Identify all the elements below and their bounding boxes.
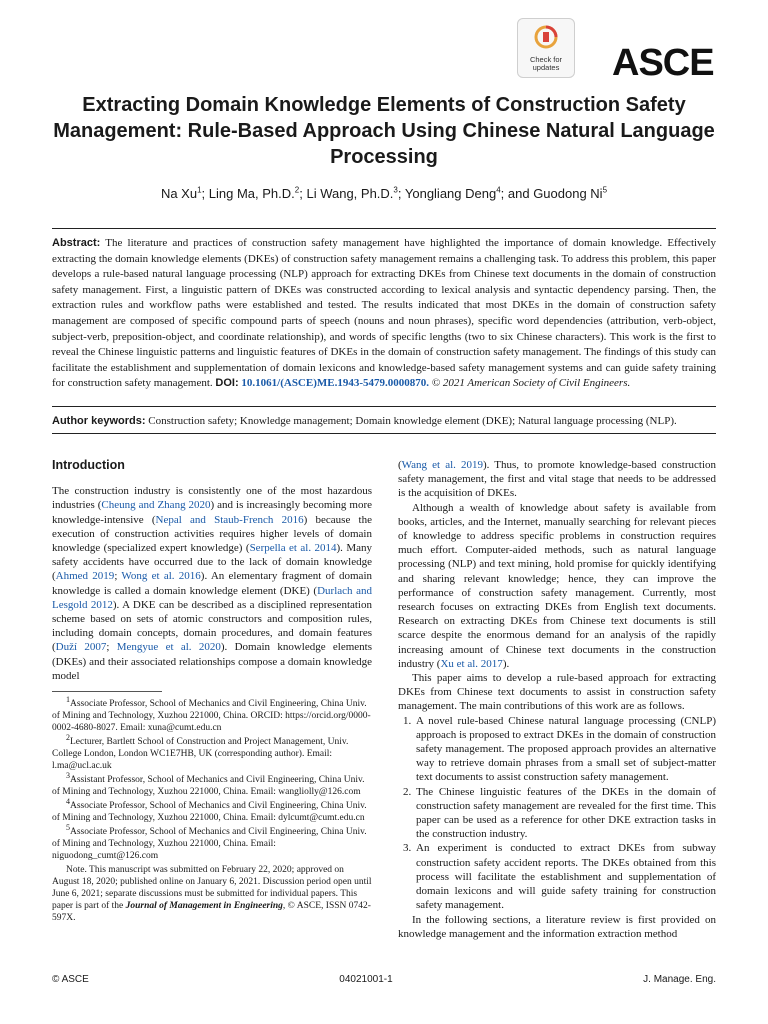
abstract-label: Abstract:	[52, 237, 101, 249]
paragraph-text: ;	[106, 641, 117, 654]
footer-copyright: © ASCE	[52, 974, 89, 985]
author-name: Yongliang Deng	[404, 186, 497, 201]
citation-link[interactable]: Ahmed 2019	[55, 570, 115, 583]
divider	[52, 406, 716, 407]
footnote-marker: 4	[66, 796, 70, 806]
author-affiliation-marker: 2	[294, 185, 300, 195]
left-column	[52, 458, 372, 926]
author-keywords	[52, 415, 716, 427]
citation-link[interactable]: Cheung and Zhang 2020	[101, 499, 211, 512]
citation-link[interactable]: Duží 2007	[55, 641, 107, 654]
contribution-item: 3. An experiment is conducted to extract DKEs from subway construction safety accident reports. The DKEs obtained from this process will facilitate the establishment and supplementation of domain lexicons and will guide safety training for construction safety management.	[414, 841, 716, 912]
author-affiliation-marker: 1	[197, 185, 202, 195]
check-for-updates-badge[interactable]	[517, 18, 575, 78]
abstract-text: The literature and practices of construction safety management have highlighted the importance of domain knowledge. Effectively extracting the domain knowledge elements (DKEs) of construction safety management remains a challenging task. To address this problem, this paper develops a rule-based natural language processing (NLP) approach for extracting DKEs from Chinese text documents in the domain of construction safety management. First, a linguistic pattern of DKEs was constructed according to lexical analysis and syntactic dependency parsing. Then, the extraction rules and workflow paths were established and tested. The results indicated that most DKEs in the domain of construction safety management are composed of specific compound parts of speech (nouns and noun phrases), specific word dependencies (attribution, verb-object, subject-verb, preposition-object, and coordinate relationship), and words of specific lengths (two to six Chinese characters). This work is the first to reveal the Chinese linguistic patterns and linguistic features of DKEs in the domain of construction safety management. The findings of this study can facilitate the establishment and supplementation of domain lexicons and knowledge-based safety management systems and can guide safety training for construction safety management.	[52, 237, 716, 390]
paragraph-text: ).	[502, 657, 510, 670]
contributions-list	[398, 714, 716, 913]
author-affiliation-marker: 4	[496, 185, 501, 195]
check-for-updates-icon	[534, 25, 558, 49]
manuscript-note	[52, 864, 372, 924]
intro-paragraph	[398, 458, 716, 501]
author-separator: ;	[299, 186, 307, 201]
paragraph-text: Although a wealth of knowledge about safety is available from books, articles, and the Internet, manually searching for relevant pieces of knowledge to address specific problems in construction requires much effort. Computer-aided methods, such as natural language processing (NLP) and text mining, hold promise for quickly identifying and sharing relevant knowledge; hence, they can improve the performance of construction safety management. Currently, most research focuses on extracting DKEs from English text documents. Research on extracting DKEs from Chinese text documents is still scarce despite the enormous demand for an analysis of the rapidly increasing amount of Chinese text documents in the construction industry (	[398, 501, 716, 670]
footnote-text: Assistant Professor, School of Mechanics and Civil Engineering, China Univ. of Mining and Technology, Xuzhou 221000, China. Email: wangliolly@126.com	[52, 775, 365, 798]
journal-name: Journal of Management in Engineering	[125, 901, 283, 912]
citation-link[interactable]: Xu et al. 2017	[440, 657, 503, 670]
footnote-marker: 3	[66, 770, 70, 780]
page-footer	[52, 974, 716, 985]
contribution-item: 2. The Chinese linguistic features of the DKEs in the domain of construction safety management are revealed for the first time. This paper can be used as a reference for other DKE extraction tasks in the construction industry.	[414, 785, 716, 842]
footnote-text: Associate Professor, School of Mechanics and Civil Engineering, China Univ. of Mining and Technology, Xuzhou 221000, China. Email: niguodong_cumt@126.com	[52, 827, 367, 862]
divider	[52, 433, 716, 434]
footnote-marker: 1	[66, 694, 70, 704]
intro-paragraph: This paper aims to develop a rule-based approach for extracting DKEs from Chinese text documents to assist in construction safety management. The main contributions of this work are as follows.	[398, 672, 716, 713]
abstract	[52, 236, 716, 392]
paragraph-text: (	[398, 459, 402, 471]
citation-link[interactable]: Wang et al. 2019	[401, 459, 483, 471]
affiliation-footnote	[52, 796, 372, 824]
paragraph-text: ). Thus, to promote knowledge-based construction safety management, the first and vital stage that needs to be addressed is the acquisition of DKEs.	[398, 459, 717, 500]
intro-paragraph	[52, 484, 372, 683]
paragraph-text: ). Many safety accidents have occurred due to the lack of domain knowledge (	[52, 542, 372, 583]
section-heading-introduction: Introduction	[52, 458, 125, 472]
author-list	[40, 186, 728, 201]
note-text: Note. This manuscript was submitted on February 22, 2020; approved on August 18, 2020; published online on January 6, 2021. Discussion period open until June 6, 2021; separate discussions must be submitted for individual papers. This paper is part of the	[52, 865, 372, 912]
paragraph-text: ). Domain knowledge elements (DKEs) and their associated relationships compose a domain knowledge model	[52, 641, 372, 682]
affiliation-footnote	[52, 694, 372, 734]
author-separator: ; and	[500, 186, 534, 201]
badge-label-line2: updates	[532, 63, 560, 72]
paragraph-text: ). An elementary fragment of domain knowledge is called a domain knowledge element (DKE) (	[52, 570, 372, 597]
author-name: Na Xu	[160, 186, 198, 201]
paragraph-text: ) because the execution of construction activities requires higher levels of domain knowledge (specialized expert knowledge) (	[52, 513, 372, 555]
author-separator: ;	[201, 186, 209, 201]
doi-label: DOI:	[215, 377, 239, 390]
note-tail: , © ASCE, ISSN 0742-597X.	[52, 901, 371, 924]
paragraph-text: The construction industry is consistently one of the most hazardous industries (	[52, 485, 372, 512]
doi-link[interactable]: 10.1061/(ASCE)ME.1943-5479.0000870.	[238, 377, 430, 390]
author-separator: ;	[397, 186, 405, 201]
citation-link[interactable]: Durlach and Lesgold 2012	[52, 584, 373, 611]
right-column	[398, 458, 716, 941]
citation-link[interactable]: Wong et al. 2016	[121, 570, 201, 583]
author-name: Guodong Ni	[533, 186, 603, 201]
footnote-text: Associate Professor, School of Mechanics and Civil Engineering, China Univ. of Mining and Technology, Xuzhou 221000, China. Email: dylcumt@cumt.edu.cn	[52, 801, 367, 824]
divider	[52, 228, 716, 229]
copyright-notice: © 2021 American Society of Civil Engineers.	[429, 377, 631, 390]
journal-abbreviation: J. Manage. Eng.	[643, 974, 716, 985]
intro-paragraph	[398, 501, 716, 671]
author-name: Li Wang, Ph.D.	[306, 186, 394, 201]
paragraph-text: ). A DKE can be described as a disciplined representation scheme based on sets of atomic constructors and composition rules, including domain concepts, domain procedures, and domain features (	[52, 598, 372, 654]
citation-link[interactable]: Nepal and Staub-French 2016	[155, 513, 304, 526]
paragraph-text: ) and is increasingly becoming more knowledge-intensive (	[52, 499, 372, 526]
footnotes	[52, 694, 372, 862]
contribution-item: 1. A novel rule-based Chinese natural language processing (CNLP) approach is proposed to extract DKEs in the domain of construction safety management. The proposed approach provides an alternative way to retrieve domain phrases from a small set of subject-matter text documents to assist construction safety management.	[414, 714, 716, 785]
author-affiliation-marker: 5	[602, 185, 608, 195]
author-affiliation-marker: 3	[393, 185, 398, 195]
affiliation-footnote	[52, 822, 372, 862]
affiliation-footnote	[52, 770, 372, 798]
footnote-marker: 2	[66, 732, 70, 742]
citation-link[interactable]: Mengyue et al. 2020	[116, 641, 221, 654]
keywords-label: Author keywords:	[52, 415, 146, 427]
article-title: Extracting Domain Knowledge Elements of Construction Safety Management: Rule-Based Approach Using Chinese Natural Language Processing	[53, 94, 715, 168]
citation-link[interactable]: Serpella et al. 2014	[249, 542, 337, 555]
keywords-text: Construction safety; Knowledge management; Domain knowledge element (DKE); Natural language processing (NLP).	[145, 415, 677, 427]
badge-label-line1: Check for	[529, 55, 563, 64]
footnote-divider	[52, 691, 162, 692]
footnote-marker: 5	[66, 822, 70, 832]
author-name: Ling Ma, Ph.D.	[208, 186, 295, 201]
affiliation-footnote	[52, 732, 372, 772]
intro-paragraph: In the following sections, a literature review is first provided on knowledge management and the information extraction method	[398, 913, 716, 940]
paragraph-text: ;	[114, 570, 122, 583]
footnote-text: Associate Professor, School of Mechanics and Civil Engineering, China Univ. of Mining and Technology, Xuzhou 221000, China. ORCID: https://orcid.org/0000-0002-4680-8027. Email: xuna@cumt.edu.cn	[52, 699, 371, 734]
asce-logo: ASCE	[612, 42, 714, 84]
article-number: 04021001-1	[339, 974, 393, 985]
footnote-text: Lecturer, Bartlett School of Construction and Project Management, Univ. College London, London WC1E7HB, UK (corresponding author). Email: l.ma@ucl.ac.uk	[52, 737, 349, 772]
